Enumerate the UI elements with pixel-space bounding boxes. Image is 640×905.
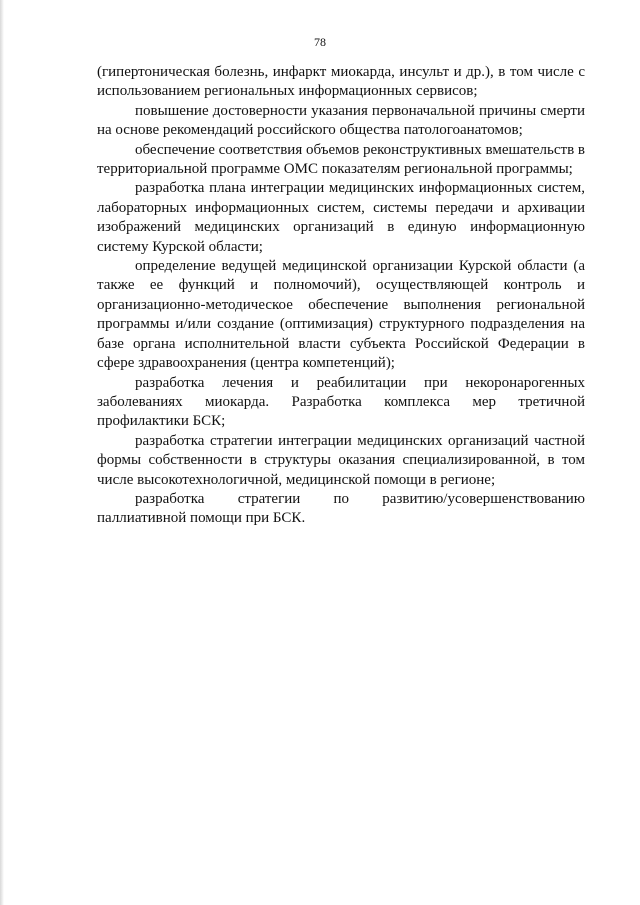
paragraph-reconstructive-interventions: обеспечение соответствия объемов реконструктивных вмешательств в территориальной программе ОМС показателям региональной программы; bbox=[97, 141, 585, 178]
page-edge-shadow bbox=[0, 0, 4, 905]
paragraph-private-organizations: разработка стратегии интеграции медицинских организаций частной формы собственности в структуры оказания специализированной, в том числе высокотехнологичной, медицинской помощи в регионе; bbox=[97, 432, 585, 488]
paragraph-information-systems: разработка плана интеграции медицинских информационных систем, лабораторных информационных систем, системы передачи и архивации изображений медицинских организаций в единую информационную систему Курской области; bbox=[97, 180, 585, 255]
paragraph-myocardial-diseases: разработка лечения и реабилитации при некоронарогенных заболеваниях миокарда. Разработка комплекса мер третичной профилактики БСК; bbox=[97, 374, 585, 430]
paragraph-cause-of-death: повышение достоверности указания первоначальной причины смерти на основе рекомендаций российского общества патологоанатомов; bbox=[97, 102, 585, 139]
paragraph-palliative-care: разработка стратегии по развитию/усовершенствованию паллиативной помощи при БСК. bbox=[97, 490, 585, 527]
page-number: 78 bbox=[314, 35, 326, 49]
paragraph-lead-organization: определение ведущей медицинской организации Курской области (а также ее функций и полномочий), осуществляющей контроль и организационно-методическое обеспечение выполнения региональной программы и/или создание (оптимизация) структурного подразделения на базе органа исполнительной власти субъекта Российской Федерации в сфере здравоохранения (центра компетенций); bbox=[97, 258, 585, 372]
document-body bbox=[97, 63, 585, 529]
paragraph-continuation: (гипертоническая болезнь, инфаркт миокарда, инсульт и др.), в том числе с использованием региональных информационных сервисов; bbox=[97, 64, 585, 100]
